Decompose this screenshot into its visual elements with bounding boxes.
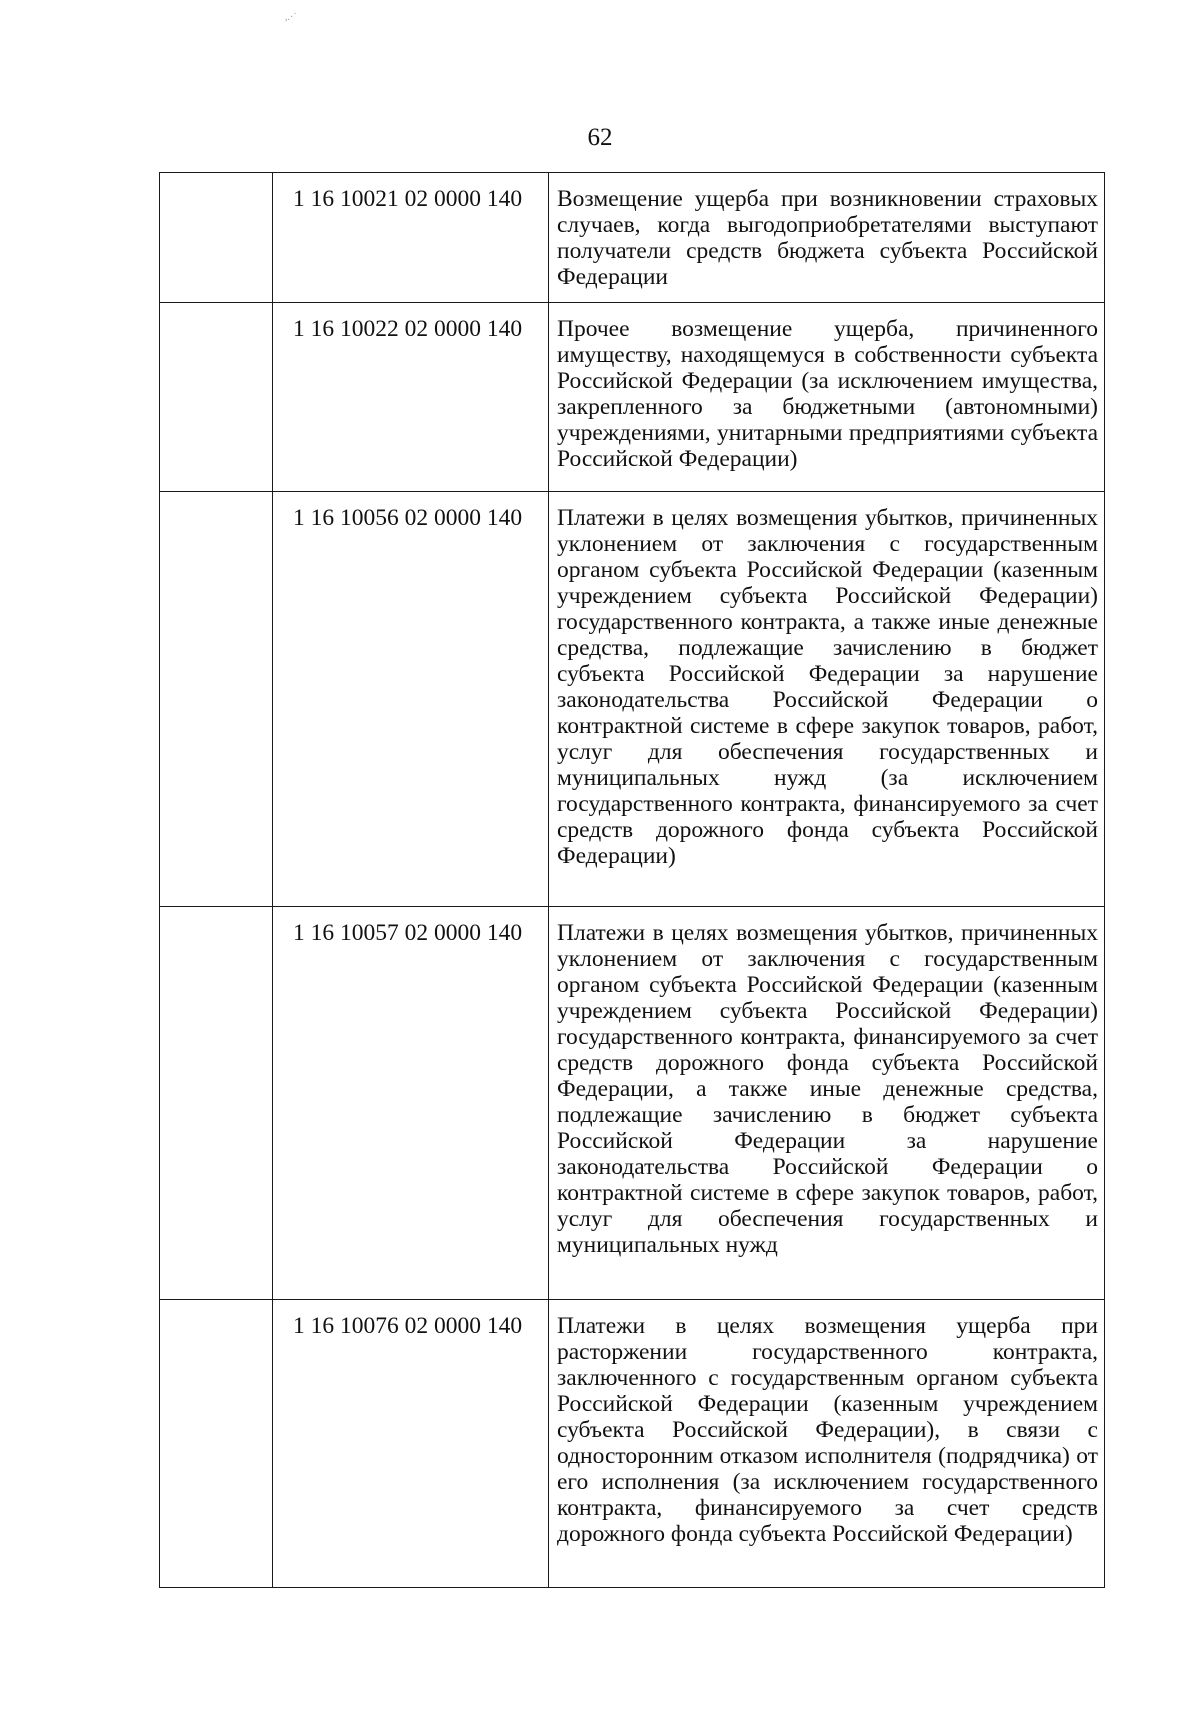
- table-row: [160, 173, 1105, 303]
- income-description: [549, 303, 1105, 492]
- description-text: Платежи в целях возмещения ущерба при расторжении государственного контракта, заключенного с государственным органом субъекта Российской Федерации (казенным учреждением субъекта Российской Федерации), в связи с односторонним отказом исполнителя (подрядчика) от его исполнения (за исключением государственного контракта, финансируемого за счет средств дорожного фонда субъекта Российской Федерации): [557, 1313, 1098, 1547]
- classification-code: 1 16 10076 02 0000 140: [273, 1300, 549, 1588]
- page-number: 62: [587, 124, 613, 151]
- income-description: [549, 907, 1105, 1300]
- empty-admin-cell: [160, 173, 273, 303]
- classification-code: 1 16 10056 02 0000 140: [273, 492, 549, 907]
- classification-code: 1 16 10022 02 0000 140: [273, 303, 549, 492]
- income-description: [549, 1300, 1105, 1588]
- description-text: Прочее возмещение ущерба, причиненного имуществу, находящемуся в собственности субъекта Российской Федерации (за исключением имущества, закрепленного за бюджетными (автономными) учреждениями, унитарными предприятиями субъекта Российской Федерации): [557, 316, 1098, 472]
- empty-admin-cell: [160, 907, 273, 1300]
- description-text: Платежи в целях возмещения убытков, причиненных уклонением от заключения с государственным органом субъекта Российской Федерации (казенным учреждением субъекта Российской Федерации) государственного контракта, финансируемого за счет средств дорожного фонда субъекта Российской Федерации, а также иные денежные средства, подлежащие зачислению в бюджет субъекта Российской Федерации за нарушение законодательства Российской Федерации о контрактной системе в сфере закупок товаров, работ, услуг для обеспечения государственных и муниципальных нужд: [557, 920, 1098, 1258]
- empty-admin-cell: [160, 1300, 273, 1588]
- classification-code: 1 16 10057 02 0000 140: [273, 907, 549, 1300]
- table-row: [160, 303, 1105, 492]
- income-description: [549, 492, 1105, 907]
- income-description: [549, 173, 1105, 303]
- description-text: Возмещение ущерба при возникновении страховых случаев, когда выгодоприобретателями выступают получатели средств бюджета субъекта Российской Федерации: [557, 186, 1098, 290]
- empty-admin-cell: [160, 303, 273, 492]
- description-text: Платежи в целях возмещения убытков, причиненных уклонением от заключения с государственным органом субъекта Российской Федерации (казенным учреждением субъекта Российской Федерации) государственного контракта, а также иные денежные средства, подлежащие зачислению в бюджет субъекта Российской Федерации за нарушение законодательства Российской Федерации о контрактной системе в сфере закупок товаров, работ, услуг для обеспечения государственных и муниципальных нужд (за исключением государственного контракта, финансируемого за счет средств дорожного фонда субъекта Российской Федерации): [557, 505, 1098, 869]
- scan-artifact: ,.·˙: [285, 12, 297, 23]
- table-row: [160, 907, 1105, 1300]
- classification-code: 1 16 10021 02 0000 140: [273, 173, 549, 303]
- table-row: [160, 492, 1105, 907]
- table-row: [160, 1300, 1105, 1588]
- empty-admin-cell: [160, 492, 273, 907]
- budget-classification-table: [159, 172, 1105, 1588]
